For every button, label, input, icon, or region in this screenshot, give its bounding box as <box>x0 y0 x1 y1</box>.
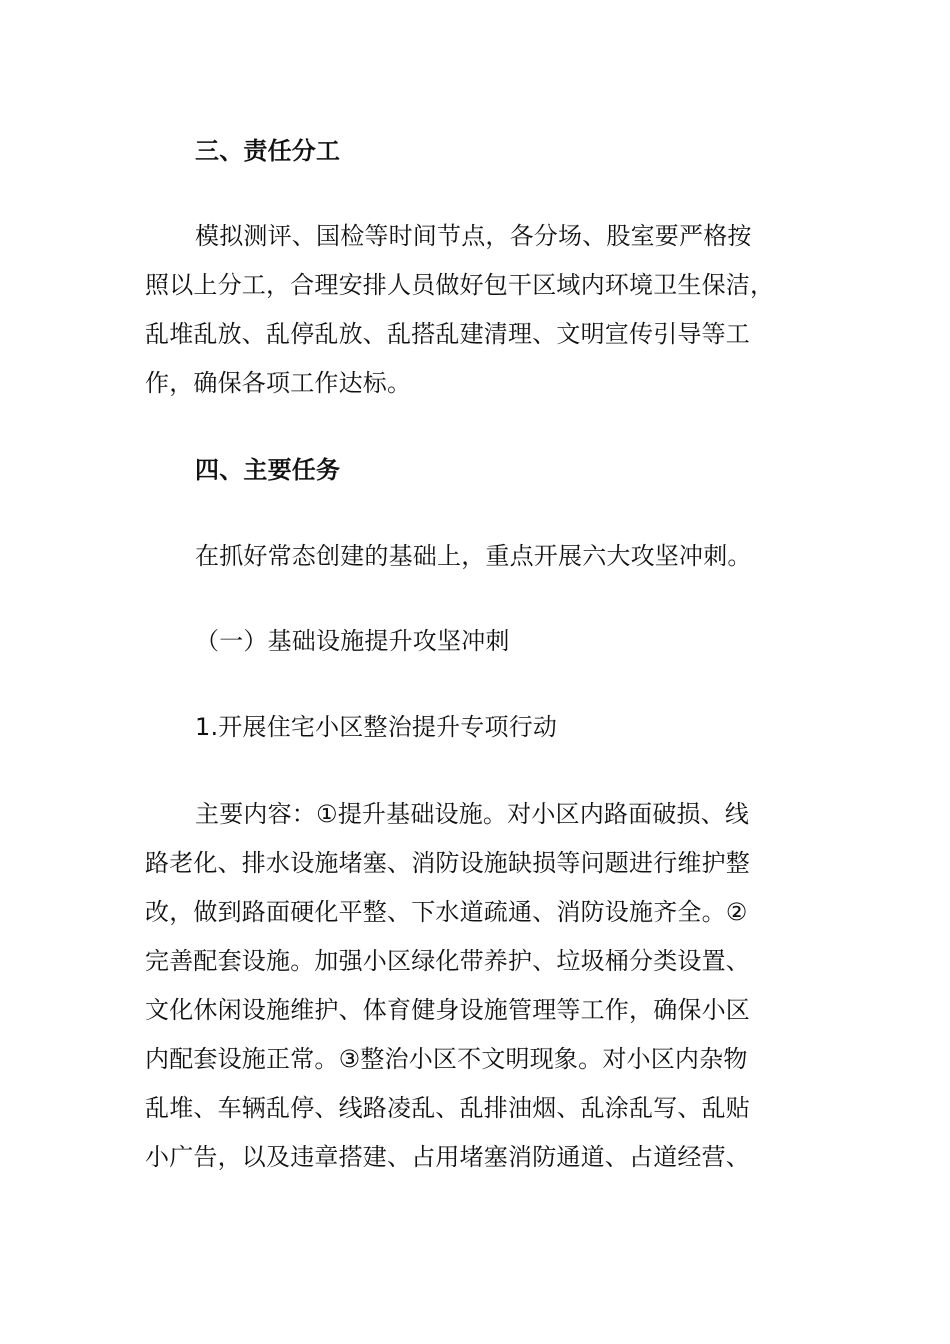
item-title: 1.开展住宅小区整治提升专项行动 <box>195 713 558 741</box>
section-3-heading: 三、责任分工 <box>195 137 341 165</box>
section-4-heading: 四、主要任务 <box>195 456 341 484</box>
paragraph-line: 乱堆、车辆乱停、线路凌乱、乱排油烟、乱涂乱写、乱贴 <box>145 1094 750 1122</box>
paragraph-line: 路老化、排水设施堵塞、消防设施缺损等问题进行维护整 <box>145 849 750 877</box>
section-4-intro: 在抓好常态创建的基础上，重点开展六大攻坚冲刺。 <box>195 542 752 570</box>
paragraph-line: 小广告，以及违章搭建、占用堵塞消防通道、占道经营、 <box>145 1143 750 1171</box>
paragraph-line: 乱堆乱放、乱停乱放、乱搭乱建清理、文明宣传引导等工 <box>145 320 750 348</box>
paragraph-line: 文化休闲设施维护、体育健身设施管理等工作，确保小区 <box>145 996 750 1024</box>
paragraph-line: 照以上分工，合理安排人员做好包干区域内环境卫生保洁， <box>145 271 775 299</box>
subsection-heading: （一）基础设施提升攻坚冲刺 <box>195 627 510 655</box>
paragraph-line: 完善配套设施。加强小区绿化带养护、垃圾桶分类设置、 <box>145 947 750 975</box>
paragraph-line: 主要内容：①提升基础设施。对小区内路面破损、线 <box>195 800 750 828</box>
paragraph-line: 作，确保各项工作达标。 <box>145 369 412 397</box>
paragraph-line: 改，做到路面硬化平整、下水道疏通、消防设施齐全。② <box>145 898 748 926</box>
paragraph-line: 内配套设施正常。③整治小区不文明现象。对小区内杂物 <box>145 1045 748 1073</box>
section-3-paragraph <box>145 212 805 408</box>
main-content-paragraph <box>145 790 805 1182</box>
paragraph-line: 模拟测评、国检等时间节点，各分场、股室要严格按 <box>195 222 752 250</box>
